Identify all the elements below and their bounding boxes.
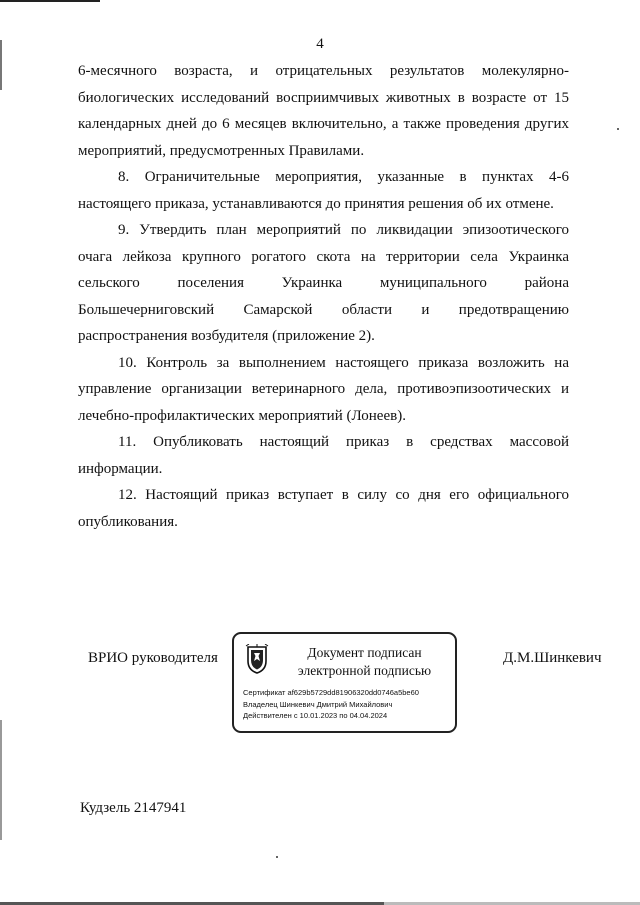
stamp-title-line-1: Документ подписан — [307, 645, 422, 660]
page-number: 4 — [316, 36, 324, 52]
executor-note: Кудзель 2147941 — [80, 800, 187, 816]
paragraph-continuation: 6-месячного возраста, и отрицательных результатов молекулярно-биологических исследований восприимчивых животных в возрасте от 15 календарных дней до 6 месяцев включительно, а также проведения других мероприятий, предусмотренных Правилами. — [78, 63, 569, 159]
stamp-title-line-2: электронной подписью — [297, 663, 432, 678]
scan-edge-left-lower — [0, 720, 2, 840]
coat-of-arms-icon — [245, 644, 269, 674]
electronic-signature-stamp — [232, 632, 457, 733]
paragraph-item-11: 11. Опубликовать настоящий приказ в средствах массовой информации. — [78, 434, 569, 477]
stamp-certificate: Сертификат af629b5729dd81906320dd0746a5be60 — [243, 688, 419, 697]
scan-speck — [617, 128, 619, 130]
signatory-name: Д.М.Шинкевич — [503, 650, 602, 666]
signatory-position: ВРИО руководителя — [88, 650, 218, 666]
stamp-title — [282, 644, 447, 680]
paragraph-item-8: 8. Ограничительные мероприятия, указанные в пунктах 4-6 настоящего приказа, устанавливаются до принятия решения об их отмене. — [78, 169, 569, 212]
scan-edge-top — [0, 0, 100, 2]
paragraph-item-12: 12. Настоящий приказ вступает в силу со дня его официального опубликования. — [78, 487, 569, 530]
stamp-validity: Действителен с 10.01.2023 по 04.04.2024 — [243, 711, 388, 720]
document-body — [78, 58, 569, 535]
stamp-owner: Владелец Шинкевич Дмитрий Михайлович — [243, 700, 393, 709]
paragraph-item-10: 10. Контроль за выполнением настоящего приказа возложить на управление организации ветеринарного дела, противоэпизоотических и лечебно-профилактических мероприятий (Лонеев). — [78, 354, 569, 424]
scan-speck — [276, 856, 278, 858]
paragraph-item-9: 9. Утвердить план мероприятий по ликвидации эпизоотического очага лейкоза крупного рогатого скота на территории села Украинка сельского поселения Украинка муниципального района Большечерниговский Самарской области и предотвращению распространения возбудителя (приложение 2). — [78, 222, 569, 344]
